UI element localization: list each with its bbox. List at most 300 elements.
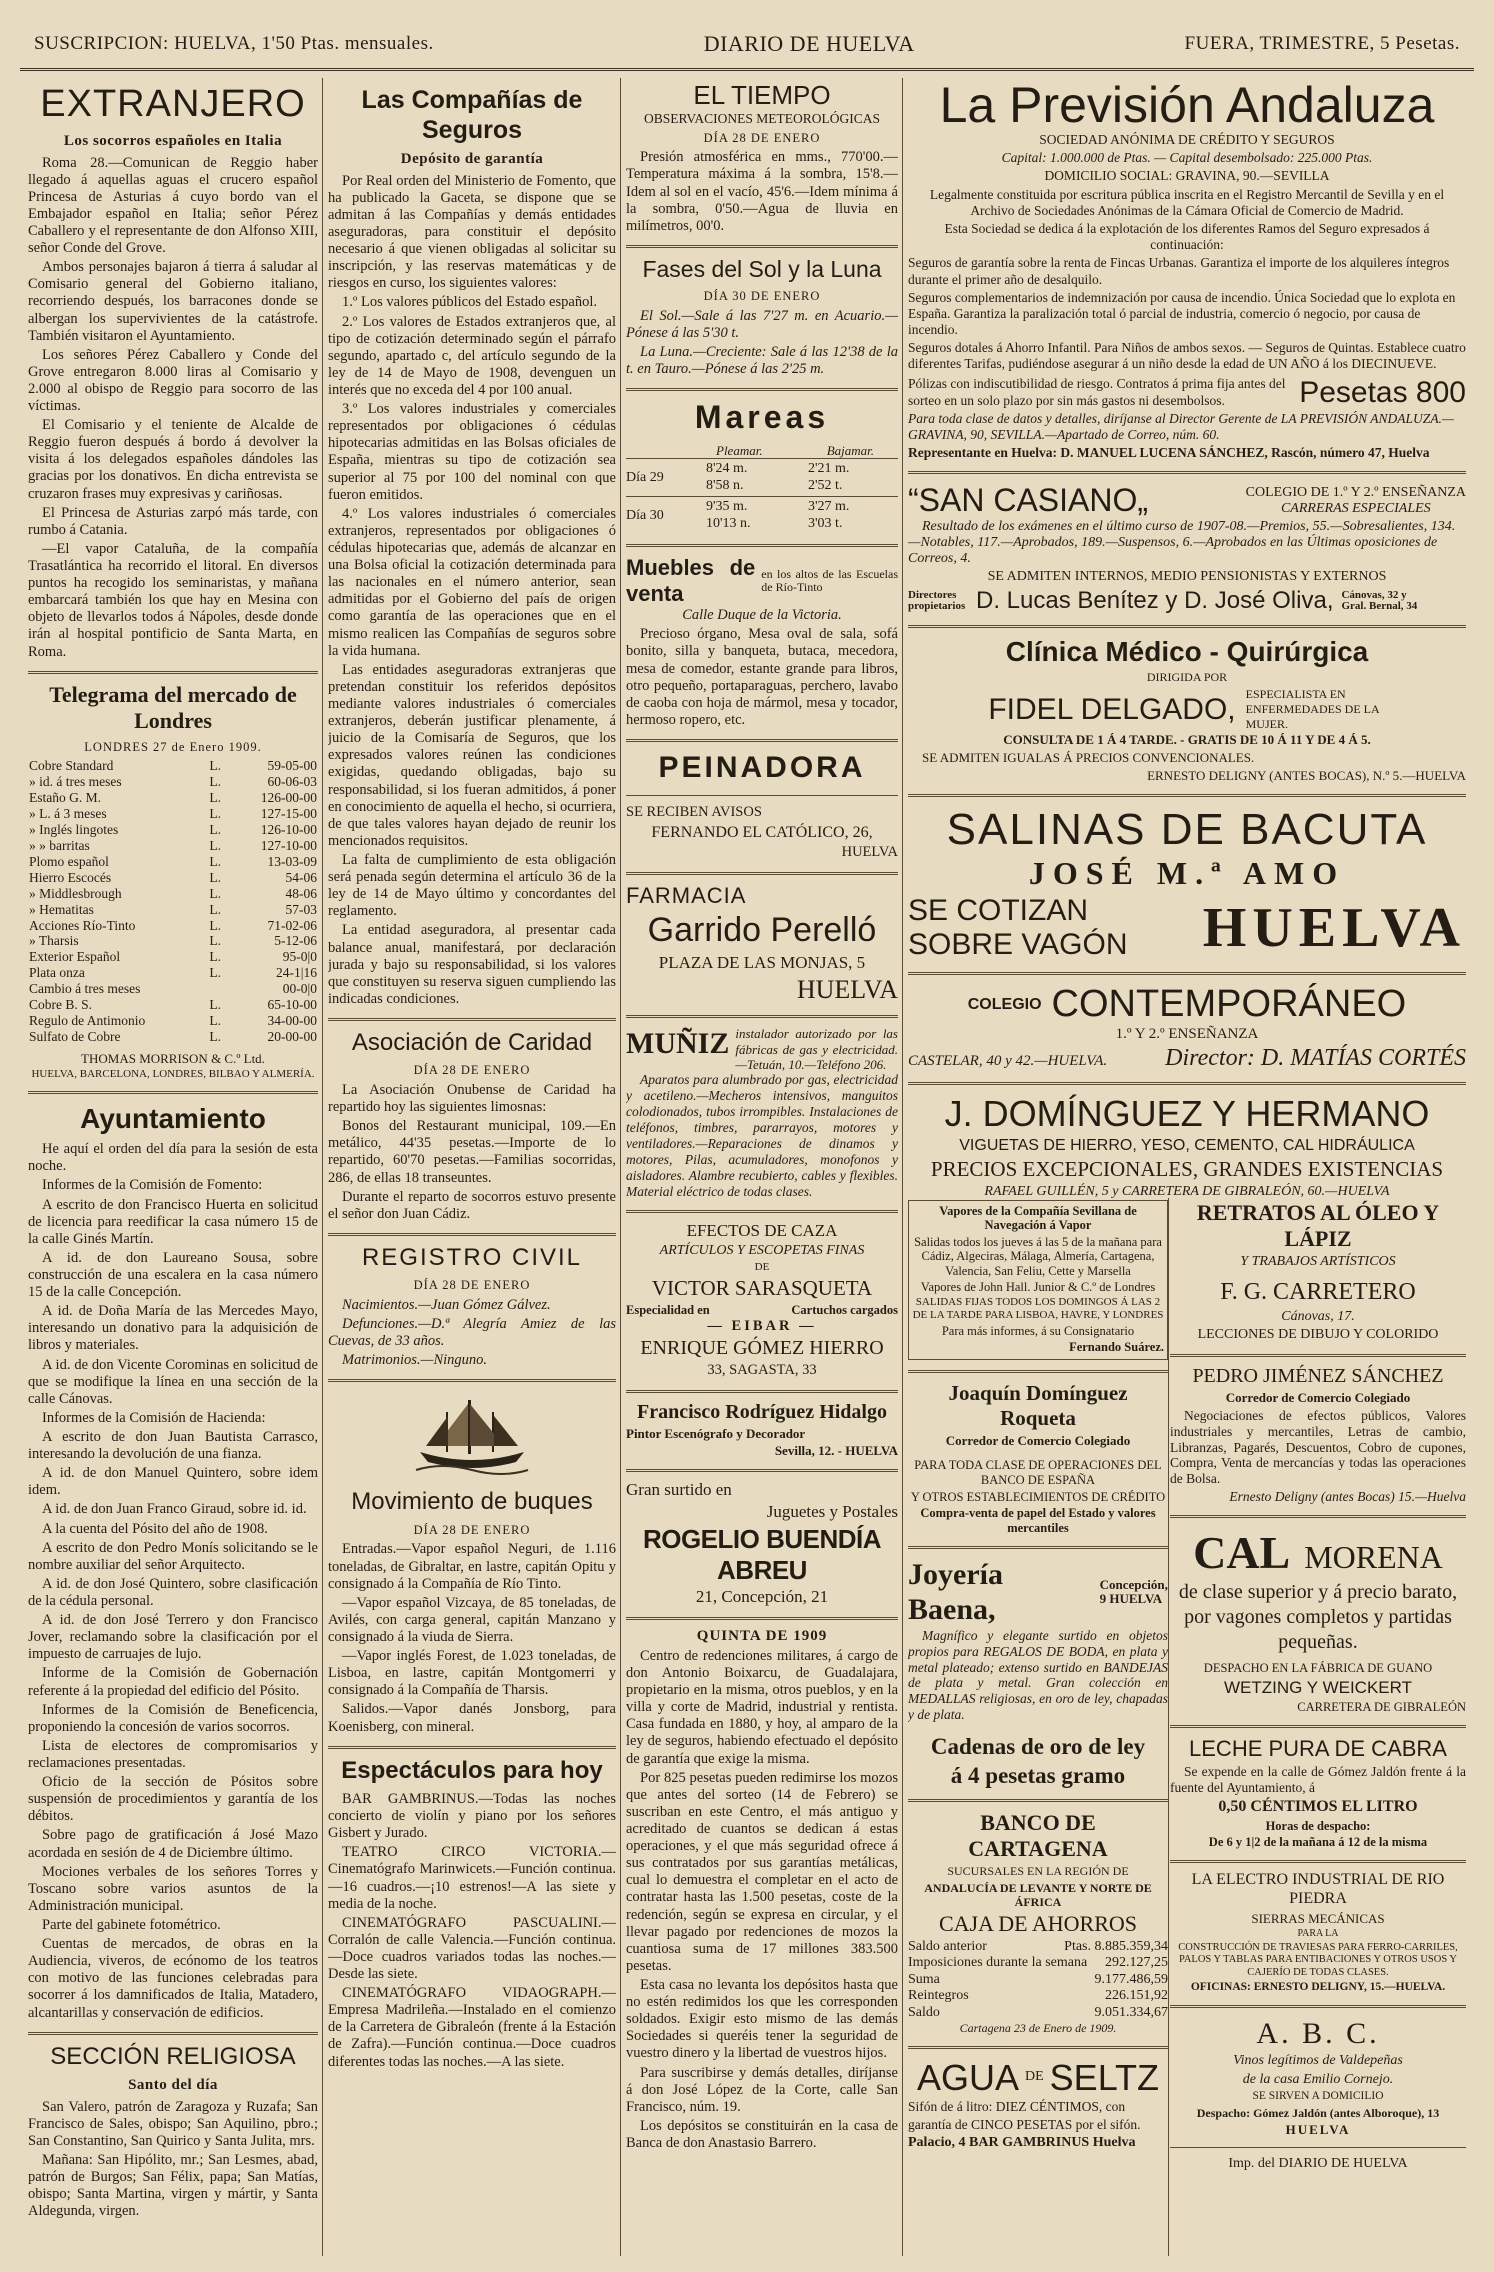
- market-row: [28, 854, 318, 870]
- article-date: DÍA 30 DE ENERO: [703, 289, 821, 304]
- divider: [28, 1091, 318, 1094]
- ad-banco-l2: ANDALUCÍA DE LEVANTE Y NORTE DE ÁFRICA: [924, 1880, 1152, 1909]
- ad-casiano-right1: COLEGIO DE 1.º Y 2.º ENSEÑANZA: [1245, 484, 1466, 500]
- ad-farmacia-label: FARMACIA: [626, 882, 747, 908]
- divider: [908, 471, 1466, 474]
- ad-electro-title: LA ELECTRO INDUSTRIAL DE RIO PIEDRA: [1191, 1871, 1445, 1908]
- paragraph: A id. de Doña María de las Mercedes Mayo, interesando un donativo para la adquisición de libros y materiales.: [28, 1303, 318, 1354]
- ad-abc-l3: SE SIRVEN A DOMICILIO: [1252, 2090, 1384, 2103]
- ad-leche-hours: Horas de despacho:: [1265, 1818, 1371, 1833]
- ad-casiano-dirs: [908, 587, 1466, 615]
- paragraph: La Asociación Onubense de Caridad ha repartido hoy las siguientes limosnas:: [328, 1082, 616, 1116]
- divider: [626, 1469, 898, 1472]
- section-title-buques: Movimiento de buques: [351, 1488, 593, 1516]
- market-unit: L.: [209, 901, 221, 917]
- paragraph: He aquí el orden del día para la sesión de esta noche.: [28, 1141, 318, 1175]
- market-value: 5-12-06: [274, 933, 317, 949]
- ad-joyeria-head: [908, 1557, 1168, 1628]
- ad-clinica-esp: ESPECIALISTA EN ENFERMEDADES DE LA MUJER.: [1245, 687, 1379, 732]
- market-unit: L.: [209, 790, 221, 806]
- ad-casiano-right: [1246, 485, 1466, 517]
- divider: [626, 739, 898, 742]
- divider: [1170, 1725, 1466, 1728]
- market-value: 54-06: [285, 869, 317, 885]
- ad-contemporaneo-head: [908, 983, 1466, 1026]
- ad-banco-title: BANCO DE CARTAGENA: [968, 1810, 1108, 1862]
- ad-vapores-l4: Para más informes, á su Consignatario: [941, 1323, 1135, 1338]
- article-date: DÍA 28 DE ENERO: [413, 1063, 531, 1078]
- ad-salinas-city: HUELVA: [1202, 897, 1466, 960]
- market-unit: L.: [209, 822, 221, 838]
- column-divider: [322, 78, 323, 2256]
- ad-cal-name: WETZING Y WEICKERT: [1224, 1678, 1412, 1698]
- ad-salinas-cotiz: [908, 894, 1466, 962]
- ad-prevision-line: SOCIEDAD ANÓNIMA DE CRÉDITO Y SEGUROS: [1039, 132, 1335, 147]
- paragraph: A id. de don Vicente Corominas en solicitud de que se modifique la línea en una sección de la calle Cánovas.: [28, 1356, 318, 1407]
- ad-prevision-seguro: Seguros dotales á Ahorro Infantil. Para Niños de ambos sexos. — Seguros de Quintas. Establece cuatro diferentes Tarifas, pudiéndose asegurar á un niño desde la edad de UN AÑO á los DIECINUEVE.: [908, 340, 1466, 372]
- paragraph: El Princesa de Asturias zarpó más tarde, con rumbo á Catania.: [28, 504, 318, 538]
- market-item: » Inglés lingotes: [29, 822, 119, 838]
- ad-seltz-de: DE: [1025, 2069, 1044, 2085]
- divider: [28, 671, 318, 674]
- paragraph: A id. de don José Terrero y don Francisco Jover, reclamando sobre la clasificación por el impuesto de carruajes de lujo.: [28, 1612, 318, 1663]
- ad-hidalgo-addr: Sevilla, 12. - HUELVA: [774, 1443, 898, 1459]
- ad-roqueta-l2: Y OTROS ESTABLECIMIENTOS DE CRÉDITO: [910, 1489, 1166, 1504]
- ad-clinica-dirigida: DIRIGIDA POR: [1146, 670, 1228, 685]
- paragraph: La falta de cumplimiento de esta obligación será penada según determina el artículo 36 de la ley de 14 de Mayo último y concordantes del reglamento.: [328, 851, 616, 920]
- market-item: Cobre Standard: [29, 758, 114, 774]
- ad-casiano-addr: Cánovas, 32 y Gral. Bernal, 34: [1341, 589, 1418, 613]
- bank-label: Imposiciones durante la semana: [908, 1955, 1088, 1971]
- ad-clinica-name: FIDEL DELGADO,: [988, 692, 1236, 726]
- market-value: 127-15-00: [260, 806, 317, 822]
- ad-vapores-l5: Fernando Suárez.: [1069, 1339, 1164, 1354]
- market-value: 34-00-00: [267, 1013, 317, 1029]
- ad-farmacia-address: PLAZA DE LAS MONJAS, 5: [658, 952, 866, 972]
- market-row: [28, 918, 318, 934]
- divider: [626, 1015, 898, 1018]
- divider: [626, 544, 898, 547]
- paragraph: A escrito de don Juan Bautista Carrasco, interesando la devolución de una fianza.: [28, 1429, 318, 1463]
- ad-joyeria-addr: Concepción, 9 HUELVA: [1099, 1576, 1168, 1607]
- ad-cal-title2: MORENA: [1304, 1539, 1443, 1576]
- paragraph: A id. de don Juan Franco Giraud, sobre id. id.: [42, 1501, 307, 1518]
- market-row: [28, 997, 318, 1013]
- tide-time: 2'52 t.: [808, 477, 843, 493]
- ad-muniz-text: Aparatos para alumbrado por gas, electricidad y acetileno.—Mecheros intensivos, manguitos colodionados, tubos irrompibles. Instalaciones de teléfonos, timbres, pararrayos, motores y ventiladores.—Reparaciones de dinamos y motores, Pilas, acumuladores, monofonos y aisladores. Alambre recubierto, cables y flexibles. Material eléctrico de todas clases.: [626, 1072, 898, 1199]
- article-date: DÍA 28 DE ENERO: [413, 1278, 531, 1293]
- market-source-cities: HUELVA, BARCELONA, LONDRES, BILBAO Y ALMERÍA.: [31, 1068, 315, 1081]
- ad-prevision-polizas: [908, 375, 1466, 411]
- weather-text: Presión atmosférica en mms., 770'00.—Temperatura máxima á la sombra, 15'8.—Idem al sol en el vacío, 45'6.—Idem mínima á la sombra, 0'50.—Agua de lluvia en milímetros, 00'0.: [626, 149, 898, 234]
- paragraph: TEATRO CIRCO VICTORIA.— Cinematógrafo Marinwicets.—Función continua.—16 cuadros.—¡10 estrenos!—A las siete y media de la noche.: [328, 1844, 616, 1912]
- market-unit: L.: [209, 965, 221, 981]
- ad-prevision-line: Para toda clase de datos y detalles, diríjanse al Director Gerente de LA PREVISIÓN ANDALUZA.—GRAVINA, 90, SEVILLA.—Apartado de Correo, núm. 60.: [908, 410, 1454, 442]
- column-divider: [902, 78, 903, 2256]
- divider: [328, 1379, 616, 1382]
- bank-amount: 292.127,25: [1105, 1955, 1168, 1971]
- ad-seltz-title1: AGUA: [916, 2056, 1019, 2098]
- divider: [1170, 1515, 1466, 1518]
- masthead-rule: [20, 68, 1474, 71]
- paragraph: Mociones verbales de los señores Torres y Toscano sobre varios asuntos de la Administración municipal.: [28, 1863, 318, 1914]
- ad-dominguez-l2: PRECIOS EXCEPCIONALES, GRANDES EXISTENCIAS: [930, 1157, 1444, 1182]
- ad-seltz-l1: Sifón de á litro: DIEZ CÉNTIMOS, con: [908, 2098, 1126, 2114]
- market-unit: L.: [209, 885, 221, 901]
- ad-farmacia-city: HUELVA: [796, 974, 898, 1004]
- ad-clinica: [908, 636, 1466, 784]
- ad-contemporaneo: [908, 983, 1466, 1072]
- ad-buendia-addr: 21, Concepción, 21: [695, 1587, 829, 1607]
- market-item: » L. á 3 meses: [29, 806, 107, 822]
- ad-abc-city: HUELVA: [1285, 2121, 1351, 2137]
- tide-pleamar: [706, 499, 806, 532]
- ad-prevision-seguro: Pólizas con indiscutibilidad de riesgo. Contratos á prima fija antes del sorteo en un solo plazo por sin más gastos ni desembolsos.: [908, 376, 1286, 408]
- ad-leche-text: Se expende en la calle de Gómez Jaldón frente á la fuente del Ayuntamiento, á: [1170, 1763, 1466, 1795]
- ad-muebles-side: en los altos de las Escuelas de Río-Tinto: [761, 567, 898, 595]
- ad-contemporaneo-addr: CASTELAR, 40 y 42.—HUELVA.: [908, 1053, 1108, 1070]
- paragraph: Sobre pago de gratificación á José Mazo acordada en sesión de 4 de Diciembre último.: [28, 1827, 318, 1861]
- market-value: 60-06-03: [267, 774, 317, 790]
- column-divider: [1168, 1198, 1169, 2256]
- market-source: THOMAS MORRISON & C.º Ltd.: [81, 1050, 265, 1066]
- paragraph: Cuentas de mercados, de obras en la Audiencia, viveros, de ecónomo de los teatros con motivo de las funciones celebradas para socorrer á los damnificados de Italia, Matadero, alcantarillas y conservación de edificios.: [28, 1936, 318, 2021]
- tide-time: 10'13 n.: [706, 515, 751, 531]
- market-date: LONDRES 27 de Enero 1909.: [84, 739, 262, 754]
- ad-casiano-dir-names: D. Lucas Benítez y D. José Oliva,: [976, 587, 1334, 615]
- ad-caza-spec: [626, 1303, 898, 1318]
- paragraph: 4.º Los valores industriales ó comerciales extranjeros, representados por obligaciones ó cédulas hipotecarias que, además de alcanzar en una Bolsa oficial la cotización determinada para las nacionales en el número anterior, sean admitidas por el Gobierno del país de origen como garantía de las operaciones que en el mismo realicen las Compañías de seguros sobre la vida humana.: [328, 505, 616, 659]
- market-row: [28, 822, 318, 838]
- ad-casiano-right2: CARRERAS ESPECIALES: [1280, 500, 1431, 516]
- ad-muniz: [626, 1026, 898, 1072]
- paragraph: A escrito de don Pedro Monís solicitando se le nombre auxiliar del señor Arquitecto.: [28, 1539, 318, 1573]
- market-unit: [208, 981, 229, 997]
- divider: [328, 1233, 616, 1236]
- ad-retratos-addr: Cánovas, 17.: [1281, 1308, 1355, 1324]
- bank-row: [908, 1939, 1168, 1956]
- ad-muniz-tag: instalador autorizado por las fábricas de gas y electricidad.—Tetuán, 10.—Teléfono 206.: [735, 1026, 898, 1072]
- ad-vapores-title: Vapores de la Compañía Sevillana de Navegación á Vapor: [939, 1204, 1137, 1233]
- market-item: Hierro Escocés: [29, 869, 112, 885]
- ad-leche-title: LECHE PURA DE CABRA: [1189, 1736, 1447, 1762]
- tide-time: 3'27 m.: [808, 499, 850, 515]
- ad-contemporaneo-colegio: COLEGIO: [967, 995, 1042, 1013]
- bank-row: [908, 1955, 1168, 1972]
- paragraph: Los depósitos se constituirán en la casa de Banca de don Anastasio Barrero.: [626, 2117, 898, 2151]
- paragraph: Roma 28.—Comunican de Reggio haber llegado á aquellas aguas el crucero español Princesa de Asturias á cuyo bordo van el Embajador español en Italia; señor Pérez Caballero y el representante de don Alfonso XIII, señor Conde del Grove.: [28, 154, 318, 257]
- paragraph: Informes de la Comisión de Hacienda:: [42, 1409, 266, 1426]
- market-unit: L.: [209, 1013, 221, 1029]
- paragraph: Defunciones.—D.ª Alegría Amiez de las Cuevas, de 33 años.: [328, 1316, 616, 1350]
- market-unit: L.: [209, 806, 221, 822]
- ad-farmacia-name: Garrido Perelló: [647, 911, 877, 950]
- ad-caza-sub: ARTÍCULOS Y ESCOPETAS FINAS: [659, 1242, 865, 1258]
- paragraph: Mañana: San Hipólito, mr.; San Lesmes, abad, patrón de Burgos; San Félix, papa; San Matías, obispo; Santa Martina, virgen y mártir, y Santa Aldegunda, virgen.: [28, 2151, 318, 2220]
- ad-dominguez-name: J. DOMÍNGUEZ Y HERMANO: [944, 1093, 1430, 1135]
- paragraph: Lista de electores de compromisarios y reclamaciones presentadas.: [28, 1737, 318, 1771]
- market-row: [28, 806, 318, 822]
- paragraph: Centro de redenciones militares, á cargo de don Antonio Boixarcu, de Guadalajara, propietario en la misma, otros pueblos, y en la villa y corte de Madrid, industrial y rentista. Casa fundada en 1880, y hoy, al amparo de la ley de seguros, habiendo efectuado el depósito de garantía que exige la misma.: [626, 1647, 898, 1767]
- ad-vapores-l3: SALIDAS FIJAS TODOS LOS DOMINGOS Á LAS 2 DE LA TARDE PARA LISBOA, HAVRE, Y LONDRES: [912, 1296, 1164, 1321]
- market-row: [28, 870, 318, 886]
- ad-casiano-dir-label: Directores propietarios: [908, 589, 966, 613]
- market-item: Exterior Español: [29, 949, 121, 965]
- article-subtitle: Los socorros españoles en Italia: [63, 132, 283, 149]
- newspaper-title: DIARIO DE HUELVA: [703, 31, 915, 56]
- market-row: [28, 838, 318, 854]
- market-unit: L.: [209, 837, 221, 853]
- ad-roqueta-sub: Corredor de Comercio Colegiado: [945, 1432, 1131, 1448]
- paragraph: —Vapor español Vizcaya, de 85 toneladas, de Avilés, con carga general, capitán Manzano y consignado á la viuda de Sierra.: [328, 1594, 616, 1645]
- ad-prevision-line: DOMICILIO SOCIAL: GRAVINA, 90.—SEVILLA: [1044, 168, 1330, 184]
- ad-cal-title1: CAL: [1193, 1527, 1291, 1579]
- paragraph: El Comisario y el teniente de Alcalde de Reggio fueron después á bordo á devolver la visita á los delegados españoles dándoles las gracias por los donativos. En dicha entrevista se cruzaron frases muy expresivas y cariñosas.: [28, 417, 318, 502]
- paragraph: CINEMATÓGRAFO VIDAOGRAPH.—Empresa Madrileña.—Instalado en el comienzo de la Carretera de Gibraleón (frente á la Estación de Zafra).—Función continua.—Doce cuadros diferentes todas las noches.—A las siete.: [328, 1985, 616, 2070]
- section-title-extranjero: EXTRANJERO: [40, 83, 306, 125]
- ad-electro-sub: SIERRAS MECÁNICAS: [1251, 1910, 1385, 1926]
- paragraph: La entidad aseguradora, al presentar cada balance anual, manifestará, por declaración jurada y bajo su responsabilidad, si los valores que constituyen su reserva siguen cumpliendo las indicadas condiciones.: [328, 922, 616, 1007]
- tides-header-bajamar: Bajamar.: [826, 442, 874, 458]
- market-item: » Hematitas: [29, 901, 94, 917]
- market-item: Estaño G. M.: [29, 790, 101, 806]
- market-value: 126-00-00: [260, 790, 317, 806]
- subscription-outside: FUERA, TRIMESTRE, 5 Pesetas.: [1184, 33, 1460, 54]
- market-unit: L.: [209, 1029, 221, 1045]
- divider: [1170, 2005, 1466, 2008]
- ad-caza-cart: Cartuchos cargados: [791, 1302, 898, 1317]
- market-unit: L.: [209, 774, 221, 790]
- ad-hidalgo-sub: Pintor Escenógrafo y Decorador: [626, 1426, 806, 1442]
- article-subtitle: Depósito de garantía: [400, 151, 544, 167]
- ad-casiano-text: Resultado de los exámenes en el último curso de 1907-08.—Premios, 55.—Sobresalientes, 134.—Notables, 117.—Aprobados, 189.—Suspensos, 6.—Aprobados en las Últimas oposiciones de Correos, 4.: [908, 519, 1456, 567]
- divider: [908, 1546, 1168, 1549]
- divider: [626, 1617, 898, 1620]
- divider: [626, 388, 898, 391]
- paragraph: Por 825 pesetas pueden redimirse los mozos que antes del sorteo (14 de Febrero) se suscriban en este Centro, el más antiguo y acreditado de cuantos se dedican á estas operaciones, y el que más seguridad ofrece á sus contratados por sus garantías metálicas, cual lo demuestra el completar en el acto de contratar hasta las 1.500 pesetas, coste de la redención, según se expresa en circular, y el llevar pagado por redenciones de mozos la cuantiosa suma de 17 millones 383.500 pesetas.: [626, 1769, 898, 1974]
- ad-joyeria-cad1: Cadenas de oro de ley: [930, 1734, 1146, 1760]
- market-unit: L.: [209, 869, 221, 885]
- market-value: 24-1|16: [276, 965, 317, 981]
- section-title-ayuntamiento: Ayuntamiento: [80, 1103, 266, 1135]
- market-unit: L.: [209, 997, 221, 1013]
- paragraph: Matrimonios.—Ninguno.: [342, 1352, 488, 1369]
- ad-electro-addr: OFICINAS: ERNESTO DELIGNY, 15.—HUELVA.: [1190, 1981, 1446, 1994]
- ad-joyeria-name: Joyería Baena,: [908, 1557, 1003, 1627]
- bank-amount: 226.151,92: [1105, 1988, 1168, 2004]
- market-value: 13-03-09: [267, 853, 317, 869]
- column-4: [908, 1200, 1168, 2256]
- ad-caza-name: VICTOR SARASQUETA: [651, 1276, 873, 1301]
- tide-day: Día 29: [626, 469, 664, 485]
- tide-time: 8'24 m.: [706, 461, 748, 477]
- market-item: Plata onza: [29, 965, 85, 981]
- ad-banco-table: [908, 1939, 1168, 2022]
- ad-muebles-street: Calle Duque de la Victoria.: [682, 607, 842, 624]
- ad-banco-date: Cartagena 23 de Enero de 1909.: [959, 2021, 1117, 2036]
- divider: [626, 872, 898, 875]
- paragraph: Nacimientos.—Juan Gómez Gálvez.: [342, 1296, 551, 1313]
- market-value: 65-10-00: [267, 997, 317, 1013]
- divider: [328, 1018, 616, 1021]
- market-row: [28, 965, 318, 981]
- ad-banco-caja: CAJA DE AHORROS: [938, 1910, 1138, 1936]
- divider: [908, 2046, 1168, 2049]
- bank-row: [908, 2005, 1168, 2022]
- market-value: 127-10-00: [260, 837, 317, 853]
- ad-salinas-l2: SOBRE VAGÓN: [908, 928, 1128, 962]
- ad-prevision-line: Esta Sociedad se dedica á la explotación de los diferentes Ramos del Seguro expresados á continuación:: [944, 220, 1430, 253]
- ad-abc-l1: Vinos legítimos de Valdepeñas: [1233, 2053, 1403, 2069]
- ad-clinica-consulta: CONSULTA DE 1 Á 4 TARDE. - GRATIS DE 10 Á 11 Y DE 4 Á 5.: [1003, 732, 1371, 748]
- subscription-local: SUSCRIPCION: HUELVA, 1'50 Ptas. mensuales.: [34, 33, 434, 54]
- tide-time: 2'21 m.: [808, 461, 850, 477]
- bank-row: [908, 1988, 1168, 2005]
- market-unit: L.: [209, 933, 221, 949]
- paragraph: Ambos personajes bajaron á tierra á saludar al Comisario general del Gobierno italiano, recorriendo después, los barracones donde se albergan los supervivientes de la catástrofe. También visitaron el Ayuntamiento.: [28, 259, 318, 344]
- ad-salinas-title: SALINAS DE BACUTA: [946, 805, 1428, 855]
- ship-illustration: [412, 1390, 532, 1480]
- divider: [908, 1370, 1168, 1373]
- divider: [28, 2032, 318, 2035]
- paragraph: Las entidades aseguradoras extranjeras que pretendan constituir los referidos depósitos mediante valores industriales ó comerciales extranjeros, deberán justificar plenamente, á juicio de la Comisaría de Seguros, que los expresados valores reúnen las condiciones exigidas, quedando obligadas, bajo su responsabilidad, si los fueran admitidos, á poner en conocimiento de aquella el hecho, si ocurriera, de que tales valores hayan dejado de reunir los mencionados requisitos.: [328, 661, 616, 849]
- newspaper-page: [20, 20, 1474, 2256]
- ad-peinadora-title: PEINADORA: [658, 751, 866, 785]
- tides-header-pleamar: Pleamar.: [716, 442, 763, 458]
- ad-clinica-doctor: [908, 687, 1466, 732]
- paragraph: Parte del gabinete fotométrico.: [42, 1916, 221, 1933]
- tide-bajamar: [808, 461, 898, 494]
- ad-caza-title: EFECTOS DE CAZA: [686, 1220, 838, 1240]
- tide-row: [626, 496, 898, 534]
- bank-label: Saldo anterior: [908, 1938, 987, 1954]
- ad-peinadora-line: HUELVA: [841, 844, 898, 861]
- ad-abc-l2: de la casa Emilio Cornejo.: [1242, 2071, 1394, 2087]
- tide-bajamar: [808, 499, 898, 532]
- paragraph: Entradas.—Vapor español Neguri, de 1.116 toneladas, de Gibraltar, en lastre, capitán Opitu y consignado á la Compañía de Río Tinto.: [328, 1541, 616, 1592]
- ad-retratos-sub: Y TRABAJOS ARTÍSTICOS: [1240, 1253, 1396, 1269]
- sun-text: El Sol.—Sale á las 7'27 m. en Acuario.—Pónese á las 5'30 t.: [626, 307, 898, 341]
- market-item: » Tharsis: [29, 933, 79, 949]
- paragraph: San Valero, patrón de Zaragoza y Ruzafa; San Francisco de Sales, obispo; San Aquilino, pbro.; San Constantino, San Quirico y Santa Julita, mrs.: [28, 2098, 318, 2149]
- ad-salinas-left: [908, 894, 1128, 962]
- bank-amount: 9.051.334,67: [1094, 2004, 1168, 2020]
- article-subtitle: Santo del día: [128, 2076, 218, 2093]
- ad-cal-l1: DESPACHO EN LA FÁBRICA DE GUANO: [1203, 1661, 1433, 1676]
- article-date: DÍA 28 DE ENERO: [703, 130, 821, 145]
- ad-joyeria-cad2: á 4 pesetas gramo: [950, 1763, 1126, 1789]
- market-value: 20-00-00: [267, 1029, 317, 1045]
- ad-prevision-title: La Previsión Andaluza: [939, 78, 1435, 133]
- ad-prevision-seguro: Seguros complementarios de indemnización por causa de incendio. Única Sociedad que lo explota en España. Garantiza la paralización total ó parcial de industria, comercio ó negocio, por causa de incendio.: [908, 289, 1456, 338]
- ad-retratos-l1: LECCIONES DE DIBUJO Y COLORIDO: [1197, 1327, 1439, 1343]
- ad-dominguez-l1: VIGUETAS DE HIERRO, YESO, CEMENTO, CAL HIDRÁULICA: [959, 1137, 1415, 1155]
- market-unit: L.: [209, 853, 221, 869]
- bank-label: Saldo: [908, 2004, 940, 2020]
- market-item: Cambio á tres meses: [29, 981, 141, 997]
- market-unit: L.: [209, 758, 221, 774]
- market-value: 00-0|0: [282, 981, 317, 997]
- bank-amount: 9.177.486,59: [1094, 1971, 1168, 1987]
- market-item: Plomo español: [29, 853, 109, 869]
- divider: [908, 972, 1466, 975]
- column-2: [328, 78, 616, 2256]
- ad-leche-price: 0,50 CÉNTIMOS EL LITRO: [1218, 1797, 1418, 1815]
- paragraph: 3.º Los valores industriales y comerciales representados por obligaciones ó cédulas hipotecarias admitidas en las Bolsas oficiales de España, mientras su tipo de cotización sea superior al 75 por 100 del nominal con que fueron emitidos.: [328, 401, 616, 503]
- ad-buendia-line: Gran surtido en: [626, 1479, 732, 1499]
- paragraph: A id. de don José Quintero, sobre clasificación de la cédula personal.: [28, 1575, 318, 1609]
- divider: [908, 1082, 1466, 1085]
- market-row: [28, 1013, 318, 1029]
- paragraph: BAR GAMBRINUS.—Todas las noches concierto de violín y piano por los señores Gisbert y Jurado.: [328, 1790, 616, 1842]
- ad-prevision-line: Legalmente constituida por escritura pública inscrita en el Registro Mercantil de Sevilla y en el Archivo de Sociedades Anónimas de la Cámara Oficial de Comercio de Madrid.: [929, 186, 1445, 218]
- market-row: [28, 1029, 318, 1045]
- printer-credit: Imp. del DIARIO DE HUELVA: [1228, 2156, 1408, 2172]
- divider: [626, 245, 898, 248]
- divider: [1170, 2147, 1466, 2148]
- tide-day: Día 30: [626, 507, 664, 523]
- market-row: [28, 902, 318, 918]
- ad-jimenez-name: PEDRO JIMÉNEZ SÁNCHEZ: [1192, 1364, 1444, 1387]
- ad-prevision-line: Representante en Huelva: D. MANUEL LUCENA SÁNCHEZ, Rascón, número 47, Huelva: [908, 445, 1430, 460]
- market-row: [28, 981, 318, 997]
- ad-caza-de: DE: [754, 1261, 770, 1274]
- market-value: 71-02-06: [267, 917, 317, 933]
- ad-joyeria-text: Magnífico y elegante surtido en objetos propios para REGALOS DE BODA, en plata y metal plateado; extenso surtido en BANDEJAS de plata y metal. Gran colección en MEDALLAS religiosas, en oro de ley, chapadas y de plata.: [908, 1627, 1168, 1723]
- ad-hidalgo-name: Francisco Rodríguez Hidalgo: [637, 1400, 887, 1423]
- section-title-londres: Telegrama del mercado de Londres: [49, 681, 297, 733]
- paragraph: 1.º Los valores públicos del Estado español.: [342, 294, 597, 311]
- paragraph: Durante el reparto de socorros estuvo presente el señor don Juan Cádiz.: [328, 1188, 616, 1222]
- section-title-seguros: Las Compañías de Seguros: [361, 86, 583, 144]
- column-1: [28, 78, 318, 2256]
- section-title-religiosa: SECCIÓN RELIGIOSA: [50, 2042, 296, 2070]
- ad-contemporaneo-director: Director: D. MATÍAS CORTÉS: [1165, 1045, 1466, 1072]
- ayuntamiento-body: [28, 1141, 318, 2021]
- tide-time: 3'03 t.: [808, 515, 843, 531]
- paragraph: A escrito de don Francisco Huerta en solicitud de licencia para reedificar la casa número 15 de la calle Ginés Martín.: [28, 1196, 318, 1247]
- market-row: [28, 933, 318, 949]
- ad-buendia-name: ROGELIO BUENDÍA ABREU: [642, 1523, 882, 1585]
- ad-electro-para: PARA LA: [1297, 1928, 1339, 1940]
- ad-prevision-seguro: Seguros de garantía sobre la renta de Fincas Urbanas. Garantiza el importe de los alquileres íntegros durante el primer año de desalquilo.: [908, 255, 1450, 287]
- market-item: Acciones Río-Tinto: [29, 917, 136, 933]
- ad-peinadora-line: SE RECIBEN AVISOS: [626, 804, 762, 821]
- ad-contemporaneo-foot: [908, 1045, 1466, 1072]
- ad-dominguez: [908, 1093, 1466, 1198]
- ad-casiano-name: “SAN CASIANO„: [908, 482, 1149, 519]
- ads-wide-block: [908, 78, 1466, 1198]
- divider: [1170, 1860, 1466, 1863]
- ad-cal-head: [1170, 1526, 1466, 1580]
- divider: [626, 1210, 898, 1213]
- tides-table: [626, 458, 898, 534]
- ad-salinas-l1: SE COTIZAN: [908, 894, 1089, 928]
- ad-roqueta-l3: Compra-venta de papel del Estado y valores mercantiles: [920, 1506, 1156, 1536]
- ad-dominguez-addr: RAFAEL GUILLÉN, 5 y CARRETERA DE GIBRALEÓN, 60.—HUELVA: [984, 1184, 1390, 1198]
- divider: [908, 1799, 1168, 1802]
- paragraph: Por Real orden del Ministerio de Fomento, que ha publicado la Gaceta, se dispone que se admitan á las Compañías y demás entidades aseguradoras, para constituir el depósito necesario á que vienen obligadas al solicitar su inscripción, y las reservas matemáticas y de riesgos en curso, los siguientes valores:: [328, 172, 616, 292]
- paragraph: A id. de don Manuel Quintero, sobre idem idem.: [28, 1465, 318, 1499]
- column-5: [1170, 1200, 1466, 2256]
- ad-cal-text: de clase superior y á precio barato, por vagones completos y partidas pequeñas.: [1178, 1581, 1458, 1654]
- ad-casiano: [908, 482, 1466, 615]
- market-item: » Middlesbrough: [29, 885, 122, 901]
- section-title-tiempo: EL TIEMPO: [693, 80, 831, 110]
- ad-vapores-l2: Vapores de John Hall. Junior & C.º de Londres: [920, 1279, 1156, 1294]
- ad-muebles-text: Precioso órgano, Mesa oval de sala, sofá bonito, silla y banqueta, butaca, mecedora, mesa de comedor, estante grande para libros, otro pequeño, portaparaguas, perchero, lavabo de caoba con hoja de mármol, mesa y tocador, hermoso ropero, etc.: [626, 626, 898, 728]
- ad-salinas: [908, 805, 1466, 962]
